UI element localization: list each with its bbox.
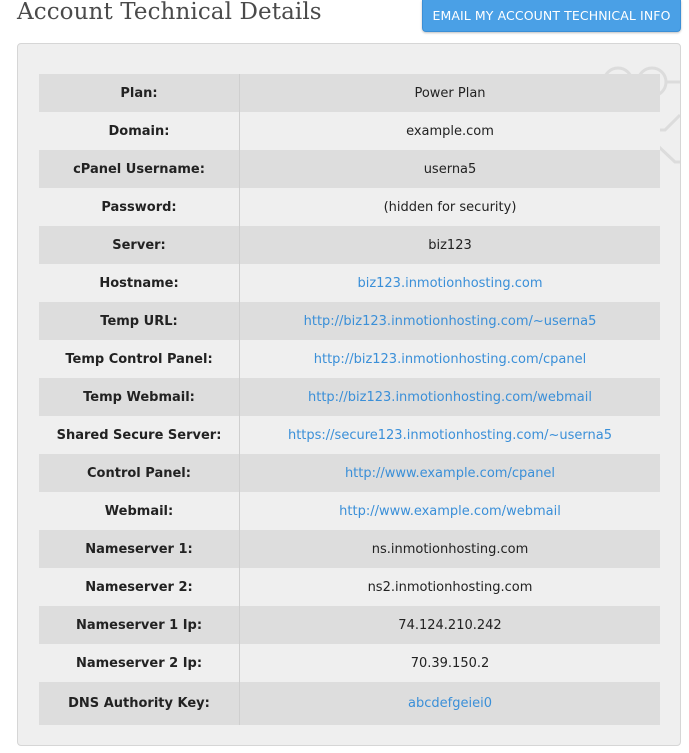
table-row	[39, 302, 660, 340]
row-value: biz123	[428, 237, 472, 253]
row-label: Control Panel:	[39, 454, 240, 492]
row-label: Nameserver 2:	[39, 568, 240, 606]
row-label: DNS Authority Key:	[39, 682, 240, 725]
table-row	[39, 378, 660, 416]
row-value-link[interactable]: https://secure123.inmotionhosting.com/~userna5	[287, 427, 613, 443]
row-value-cell	[240, 74, 661, 112]
row-label: cPanel Username:	[39, 150, 240, 188]
row-value-link[interactable]: biz123.inmotionhosting.com	[357, 275, 543, 291]
row-value: ns2.inmotionhosting.com	[367, 579, 533, 595]
page-title: Account Technical Details	[17, 0, 322, 25]
row-value-link[interactable]: http://biz123.inmotionhosting.com/webmail	[307, 389, 592, 405]
row-value-link[interactable]: abcdefgeiei0	[408, 696, 492, 711]
row-value-link[interactable]: http://biz123.inmotionhosting.com/~userna5	[303, 313, 597, 329]
row-value-cell	[240, 416, 661, 454]
row-value: ns.inmotionhosting.com	[371, 541, 529, 557]
row-value-cell	[240, 150, 661, 188]
row-value-cell	[240, 226, 661, 264]
row-label: Temp Control Panel:	[39, 340, 240, 378]
table-row	[39, 264, 660, 302]
row-value-cell	[240, 264, 661, 302]
table-row	[39, 492, 660, 530]
row-value-cell	[240, 682, 661, 725]
table-row	[39, 340, 660, 378]
table-row	[39, 74, 660, 112]
row-value-cell	[240, 112, 661, 150]
row-value-link[interactable]: http://www.example.com/cpanel	[344, 465, 556, 481]
row-value: 70.39.150.2	[410, 655, 490, 671]
table-row	[39, 644, 660, 682]
row-label: Hostname:	[39, 264, 240, 302]
row-label: Nameserver 1:	[39, 530, 240, 568]
table-row	[39, 606, 660, 644]
table-row	[39, 530, 660, 568]
row-label: Password:	[39, 188, 240, 226]
row-value: example.com	[406, 123, 494, 139]
row-value-cell	[240, 644, 661, 682]
row-label: Server:	[39, 226, 240, 264]
row-value-cell	[240, 568, 661, 606]
row-value: Power Plan	[414, 85, 486, 101]
row-value-link[interactable]: http://www.example.com/webmail	[339, 503, 561, 519]
row-value-cell	[240, 454, 661, 492]
table-row	[39, 188, 660, 226]
row-label: Domain:	[39, 112, 240, 150]
row-label: Temp Webmail:	[39, 378, 240, 416]
table-row	[39, 416, 660, 454]
row-label: Webmail:	[39, 492, 240, 530]
row-label: Plan:	[39, 74, 240, 112]
table-row	[39, 568, 660, 606]
table-row	[39, 682, 660, 725]
email-technical-info-button[interactable]: EMAIL MY ACCOUNT TECHNICAL INFO	[422, 0, 681, 32]
row-value-cell	[240, 530, 661, 568]
account-details-panel	[17, 43, 681, 746]
table-row	[39, 226, 660, 264]
row-value: 74.124.210.242	[398, 617, 502, 633]
table-row	[39, 112, 660, 150]
table-row	[39, 150, 660, 188]
row-label: Nameserver 1 Ip:	[39, 606, 240, 644]
account-details-table	[39, 74, 660, 725]
row-value-cell	[240, 606, 661, 644]
row-value-link[interactable]: http://biz123.inmotionhosting.com/cpanel	[313, 351, 587, 367]
row-value-cell	[240, 302, 661, 340]
row-value: (hidden for security)	[383, 199, 517, 215]
row-value-cell	[240, 188, 661, 226]
row-value-cell	[240, 378, 661, 416]
row-label: Shared Secure Server:	[39, 416, 240, 454]
row-label: Nameserver 2 Ip:	[39, 644, 240, 682]
row-value-cell	[240, 340, 661, 378]
row-label: Temp URL:	[39, 302, 240, 340]
row-value-cell	[240, 492, 661, 530]
row-value: userna5	[423, 161, 477, 177]
table-row	[39, 454, 660, 492]
